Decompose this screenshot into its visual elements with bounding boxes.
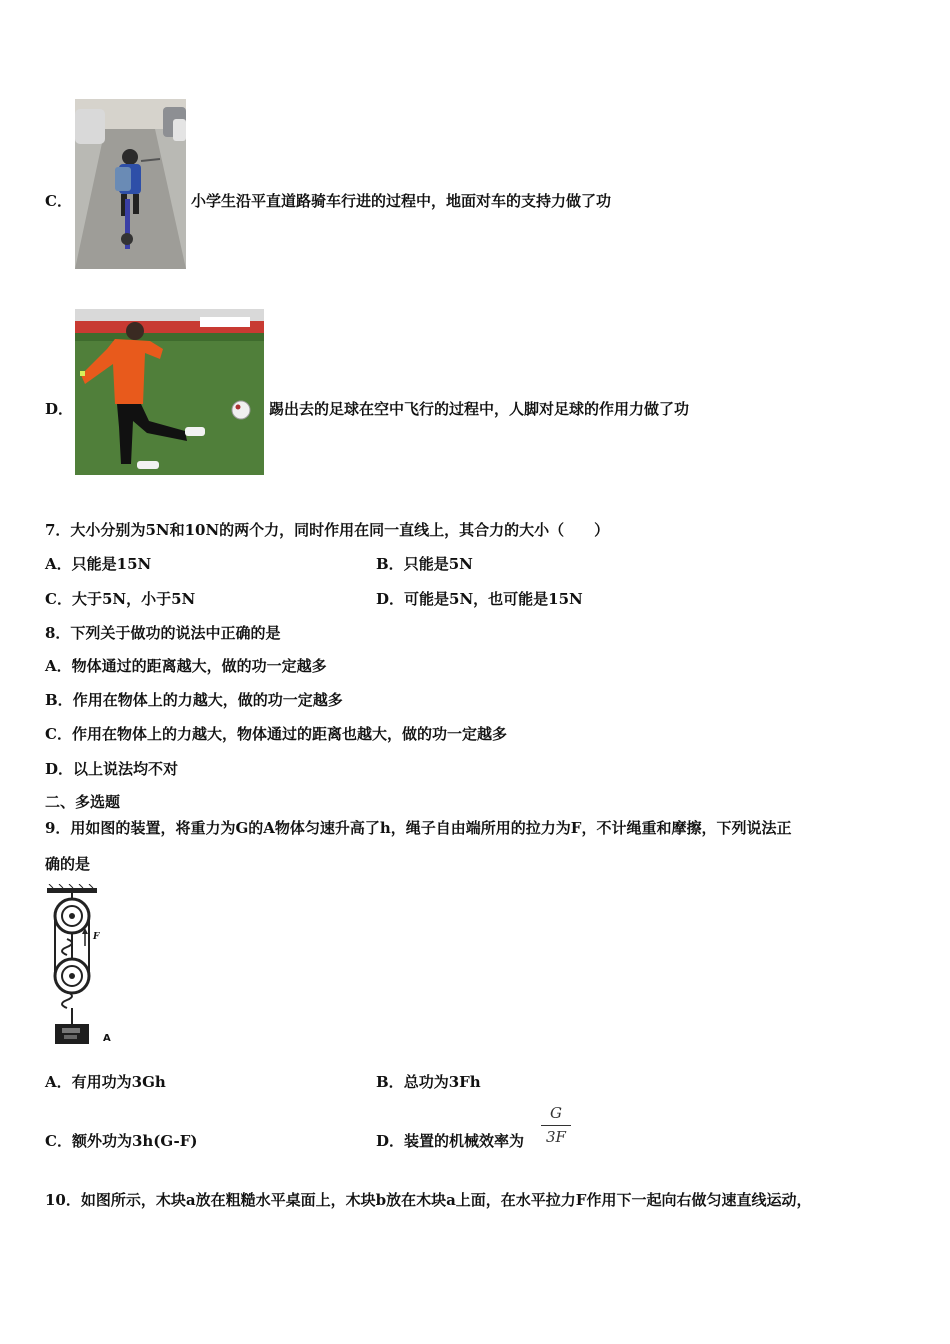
fraction-bar: [541, 1125, 571, 1126]
option-d-label: D．: [45, 400, 74, 418]
q8-option-d: D．以上说法均不对: [45, 760, 179, 778]
q9-option-b: B．总功为3Fh: [376, 1073, 481, 1091]
q7-option-d: D．可能是5N，也可能是15N: [376, 590, 583, 608]
fraction-denominator: 3F: [546, 1128, 566, 1146]
q8-option-b: B．作用在物体上的力越大，做的功一定越多: [45, 691, 343, 709]
q7-option-b: B．只能是5N: [376, 555, 473, 573]
q10-stem: 10．如图所示，木块a放在粗糙水平桌面上，木块b放在木块a上面，在水平拉力F作用下一起向右做匀速直线运动，: [45, 1191, 812, 1209]
q8-option-c: C．作用在物体上的力越大，物体通过的距离也越大，做的功一定越多: [45, 725, 507, 743]
q8-option-a: A．物体通过的距离越大，做的功一定越多: [45, 657, 327, 675]
option-d-text: 踢出去的足球在空中飞行的过程中，人脚对足球的作用力做了功: [269, 400, 690, 418]
q8-stem: 8．下列关于做功的说法中正确的是: [45, 624, 281, 642]
football-kick-photo: [75, 309, 264, 475]
fraction-numerator: G: [550, 1104, 562, 1122]
pulley-force-label: F: [93, 932, 100, 942]
q7-stem: 7．大小分别为5N和10N的两个力，同时作用在同一直线上，其合力的大小（ ）: [45, 521, 610, 539]
q9-option-a: A．有用功为3Gh: [45, 1073, 166, 1091]
q9-stem-line1: 9．用如图的装置，将重力为G的A物体匀速升高了h，绳子自由端所用的拉力为F，不计绳重和摩擦，下列说法正: [45, 819, 792, 837]
section-title: 二、多选题: [45, 793, 121, 811]
cyclist-photo: [75, 99, 186, 269]
q7-option-c: C．大于5N，小于5N: [45, 590, 196, 608]
pulley-block-label: A: [103, 1033, 111, 1044]
option-c-label: C．: [45, 192, 72, 210]
q9-stem-line2: 确的是: [45, 855, 91, 873]
option-c-text: 小学生沿平直道路骑车行进的过程中，地面对车的支持力做了功: [191, 192, 612, 210]
q9-option-d: D．装置的机械效率为: [376, 1132, 525, 1150]
q7-option-a: A．只能是15N: [45, 555, 152, 573]
q9-option-c: C．额外功为3h(G-F): [45, 1132, 198, 1150]
efficiency-fraction: [541, 1104, 571, 1146]
pulley-diagram: [45, 884, 120, 1049]
